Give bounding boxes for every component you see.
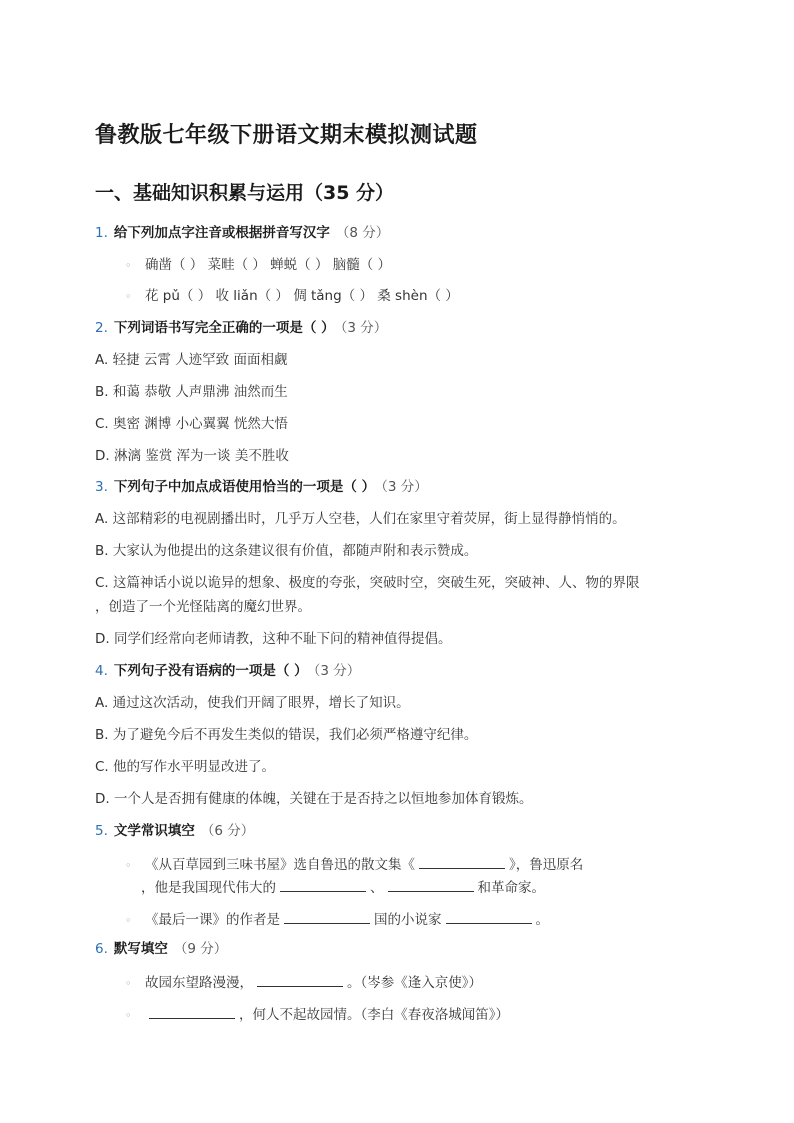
answer-blank[interactable] xyxy=(446,909,532,924)
option-d: D. 淋漓 鉴赏 浑为一谈 美不胜收 xyxy=(95,448,289,464)
pinyin-row: 确凿（ ） 菜畦（ ） 蝉蜕（ ） 脑髓（ ） xyxy=(145,257,392,273)
option-c-continued: ，创造了一个光怪陆离的魔幻世界。 xyxy=(95,599,311,615)
question-2 xyxy=(95,319,387,337)
bullet-icon: ◦ xyxy=(125,977,132,990)
question-1 xyxy=(95,224,389,242)
option-b: B. 大家认为他提出的这条建议很有价值，都随声附和表示赞成。 xyxy=(95,543,478,559)
question-5 xyxy=(95,822,254,840)
bullet-icon: ◦ xyxy=(125,290,132,303)
list-item-continued xyxy=(141,877,545,897)
fill-text: 《最后一课》的作者是 xyxy=(145,912,280,928)
fill-text: 。（岑参《逢入京使》） xyxy=(347,975,482,991)
answer-blank[interactable] xyxy=(419,854,505,869)
option-a: A. 通过这次活动，使我们开阔了眼界，增长了知识。 xyxy=(95,695,410,711)
answer-blank[interactable] xyxy=(284,909,370,924)
fill-text: 《从百草园到三味书屋》选自鲁迅的散文集《 xyxy=(145,857,415,873)
fill-text: 、 xyxy=(370,880,384,896)
question-text: 默写填空 xyxy=(113,941,168,957)
question-4 xyxy=(95,662,360,680)
question-text: 下列词语书写完全正确的一项是（ ） xyxy=(113,320,335,336)
fill-text: 故园东望路漫漫， xyxy=(145,975,253,991)
question-3 xyxy=(95,478,428,496)
question-number: 4. xyxy=(95,663,108,679)
option-b: B. 为了避免今后不再发生类似的错误，我们必须严格遵守纪律。 xyxy=(95,727,478,743)
fill-text: ，何人不起故园情。（李白《春夜洛城闻笛》） xyxy=(239,1007,509,1023)
page-title: 鲁教版七年级下册语文期末模拟测试题 xyxy=(95,123,478,148)
question-text: 下列句子没有语病的一项是（ ） xyxy=(113,663,308,679)
question-number: 2. xyxy=(95,320,108,336)
option-c: C. 奥密 渊博 小心翼翼 恍然大悟 xyxy=(95,416,288,432)
bullet-icon: ◦ xyxy=(125,259,132,272)
question-points: （3 分） xyxy=(381,479,428,495)
question-text: 下列句子中加点成语使用恰当的一项是（ ） xyxy=(113,479,376,495)
section-heading: 一、基础知识积累与运用（35 分） xyxy=(95,182,395,204)
question-text: 文学常识填空 xyxy=(113,823,195,839)
option-a: A. 这部精彩的电视剧播出时，几乎万人空巷，人们在家里守着荧屏，街上显得静悄悄的。 xyxy=(95,511,626,527)
option-b: B. 和蔼 恭敬 人声鼎沸 油然而生 xyxy=(95,384,288,400)
question-number: 3. xyxy=(95,479,108,495)
bullet-icon: ◦ xyxy=(125,1009,132,1022)
question-points: （6 分） xyxy=(200,823,255,839)
question-number: 5. xyxy=(95,823,108,839)
fill-text: 和革命家。 xyxy=(477,880,545,896)
bullet-icon: ◦ xyxy=(125,914,132,927)
question-text: 给下列加点字注音或根据拼音写汉字 xyxy=(113,225,330,241)
answer-blank[interactable] xyxy=(149,1004,235,1019)
fill-text: 》，鲁迅原名 xyxy=(509,857,584,873)
answer-blank[interactable] xyxy=(388,877,474,892)
question-points: （3 分） xyxy=(340,320,388,336)
question-points: （3 分） xyxy=(313,663,361,679)
pinyin-row: 花 pǔ（ ） 收 liǎn（ ） 倜 tǎng（ ） 桑 shèn（ ） xyxy=(145,288,459,304)
answer-blank[interactable] xyxy=(280,877,366,892)
question-points: （8 分） xyxy=(335,225,390,241)
fill-text: 。 xyxy=(535,912,549,928)
option-c: C. 这篇神话小说以诡异的想象、极度的夸张，突破时空，突破生死，突破神、人、物的界限 xyxy=(95,575,640,591)
question-number: 6. xyxy=(95,941,108,957)
list-item xyxy=(125,287,459,306)
bullet-icon: ◦ xyxy=(125,859,132,872)
question-number: 1. xyxy=(95,225,108,241)
answer-blank[interactable] xyxy=(257,972,343,987)
list-item xyxy=(125,256,391,275)
fill-text: ，他是我国现代伟大的 xyxy=(141,880,276,896)
question-points: （9 分） xyxy=(173,941,228,957)
option-a: A. 轻捷 云霄 人迹罕致 面面相觑 xyxy=(95,352,288,368)
option-d: D. 同学们经常向老师请教，这种不耻下问的精神值得提倡。 xyxy=(95,631,452,647)
list-item xyxy=(125,1004,509,1025)
option-d: D. 一个人是否拥有健康的体魄，关键在于是否持之以恒地参加体育锻炼。 xyxy=(95,791,533,807)
list-item xyxy=(125,854,583,875)
list-item xyxy=(125,909,549,930)
list-item xyxy=(125,972,482,993)
question-6 xyxy=(95,940,227,958)
option-c: C. 他的写作水平明显改进了。 xyxy=(95,759,276,775)
fill-text: 国的小说家 xyxy=(374,912,442,928)
